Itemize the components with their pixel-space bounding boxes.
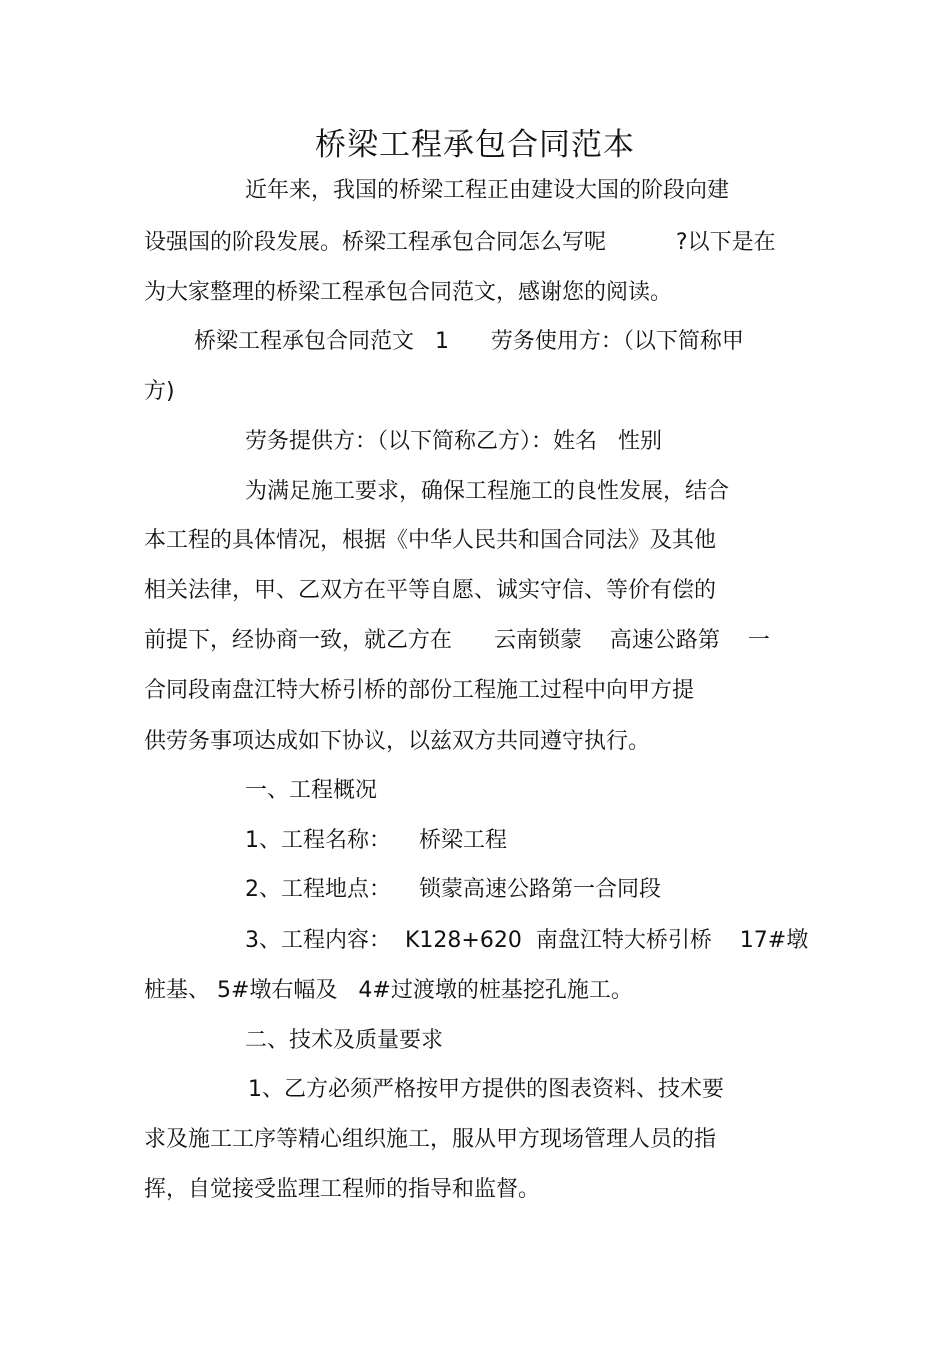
paragraph-line: 桥梁工程承包合同范文 1 劳务使用方：（以下简称甲 xyxy=(194,329,744,354)
document-title: 桥梁工程承包合同范本 xyxy=(315,127,635,163)
paragraph-line: 挥，自觉接受监理工程师的指导和监督。 xyxy=(144,1177,541,1202)
paragraph-line: 劳务提供方：（以下简称乙方）：姓名 性别 xyxy=(245,429,662,454)
paragraph-line: 求及施工工序等精心组织施工，服从甲方现场管理人员的指 xyxy=(144,1127,717,1152)
paragraph-line: 供劳务事项达成如下协议，以兹双方共同遵守执行。 xyxy=(144,729,651,754)
paragraph-line: 合同段南盘江特大桥引桥的部份工程施工过程中向甲方提 xyxy=(144,678,695,703)
paragraph-line: 方) xyxy=(144,379,175,404)
paragraph-line: 为满足施工要求，确保工程施工的良性发展，结合 xyxy=(245,479,730,504)
list-item: 1、乙方必须严格按甲方提供的图表资料、技术要 xyxy=(248,1077,724,1102)
list-item: 1、工程名称： 桥梁工程 xyxy=(245,828,507,853)
paragraph-line: 前提下，经协商一致，就乙方在 云南锁蒙 高速公路第 一 xyxy=(144,628,770,653)
section-heading: 二、技术及质量要求 xyxy=(245,1028,444,1053)
paragraph-line: 近年来，我国的桥梁工程正由建设大国的阶段向建 xyxy=(245,178,730,203)
list-item: 3、工程内容： K128+620 南盘江特大桥引桥 17#墩 xyxy=(245,928,809,953)
paragraph-line: 本工程的具体情况，根据《中华人民共和国合同法》及其他 xyxy=(144,528,717,553)
paragraph-line: 设强国的阶段发展。桥梁工程承包合同怎么写呢 ?以下是在 xyxy=(144,230,776,255)
section-heading: 一、工程概况 xyxy=(245,778,378,803)
list-item: 2、工程地点： 锁蒙高速公路第一合同段 xyxy=(245,877,661,902)
paragraph-line: 为大家整理的桥梁工程承包合同范文，感谢您的阅读。 xyxy=(144,280,673,305)
paragraph-line: 相关法律，甲、乙双方在平等自愿、诚实守信、等价有偿的 xyxy=(144,578,717,603)
paragraph-line: 桩基、 5#墩右幅及 4#过渡墩的桩基挖孔施工。 xyxy=(144,978,633,1003)
